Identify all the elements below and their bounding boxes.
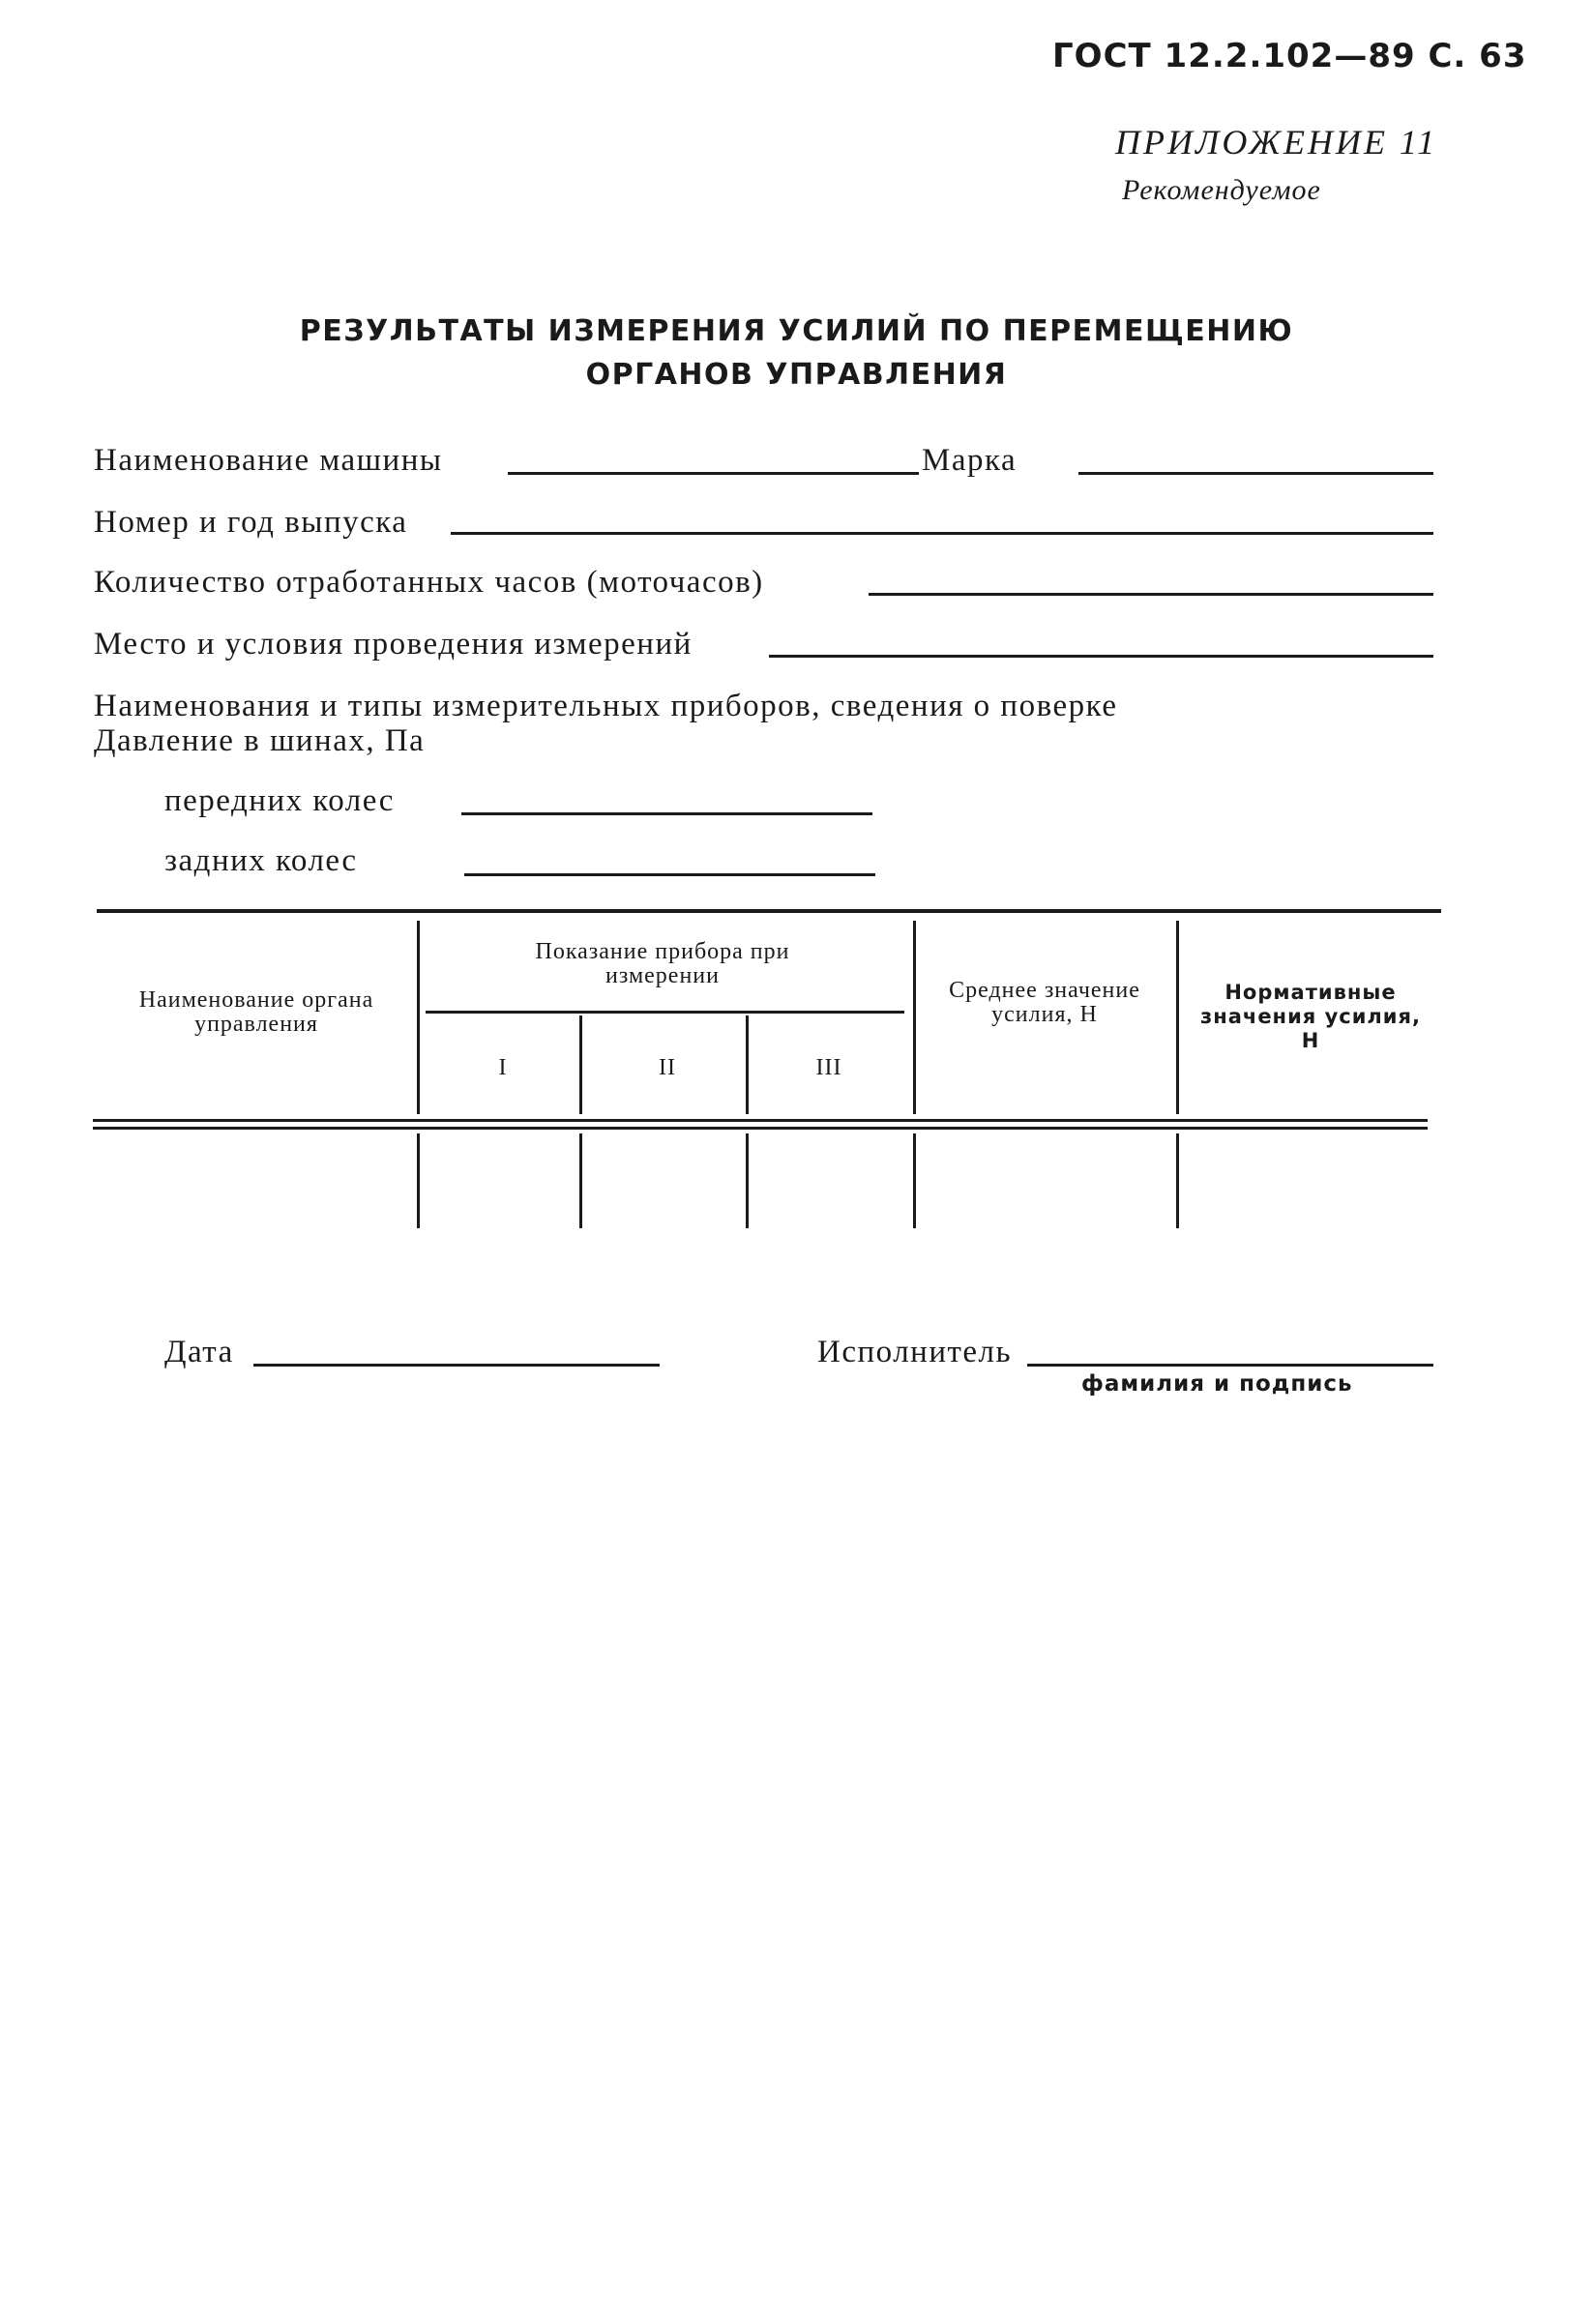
hours-label: Количество отработанных часов (моточасов): [94, 565, 764, 600]
table-top-border: [97, 909, 1441, 913]
reading-subheader-line: [426, 1011, 904, 1014]
header-reading-3: III: [815, 1055, 842, 1080]
executor-label: Исполнитель: [817, 1335, 1013, 1369]
number-year-field[interactable]: [451, 532, 1433, 535]
appendix-status: Рекомендуемое: [1122, 174, 1321, 206]
date-field[interactable]: [253, 1364, 660, 1367]
brand-label: Марка: [922, 443, 1018, 478]
page-title-line-1: РЕЗУЛЬТАТЫ ИЗМЕРЕНИЯ УСИЛИЙ ПО ПЕРЕМЕЩЕНИЮ: [299, 314, 1294, 348]
place-label: Место и условия проведения измерений: [94, 627, 693, 662]
table-body-divider-4: [913, 1133, 916, 1228]
document-reference: ГОСТ 12.2.102—89 С. 63: [1052, 37, 1527, 75]
table-divider-5: [1176, 921, 1179, 1114]
table-body-divider-2: [579, 1133, 582, 1228]
number-year-label: Номер и год выпуска: [94, 505, 408, 540]
machine-name-field[interactable]: [508, 472, 919, 475]
header-average-force: Среднее значение усилия, Н: [949, 978, 1140, 1027]
table-divider-3: [746, 1015, 749, 1114]
brand-field[interactable]: [1078, 472, 1433, 475]
table-divider-1: [417, 921, 420, 1114]
machine-name-label: Наименование машины: [94, 443, 443, 478]
executor-field[interactable]: [1027, 1364, 1433, 1367]
header-reading-1: I: [498, 1055, 508, 1080]
table-header-bottom-1: [93, 1119, 1428, 1122]
tire-pressure-label: Давление в шинах, Па: [94, 723, 426, 758]
table-body-divider-1: [417, 1133, 420, 1228]
front-wheels-field[interactable]: [461, 812, 872, 815]
rear-wheels-label: задних колес: [164, 843, 358, 878]
hours-field[interactable]: [869, 593, 1433, 596]
header-instrument-reading: Показание прибора при измерении: [535, 939, 790, 988]
header-reading-2: II: [659, 1055, 676, 1080]
table-header-bottom-2: [93, 1127, 1428, 1130]
front-wheels-label: передних колес: [164, 783, 395, 818]
table-divider-2: [579, 1015, 582, 1114]
table-divider-4: [913, 921, 916, 1114]
rear-wheels-field[interactable]: [464, 873, 875, 876]
instruments-label: Наименования и типы измерительных приборов, сведения о поверке: [94, 689, 1118, 723]
header-normative-force: Нормативные значения усилия, Н: [1200, 981, 1421, 1052]
header-control-name: Наименование органа управления: [138, 987, 374, 1037]
signature-caption: фамилия и подпись: [1081, 1371, 1353, 1397]
date-label: Дата: [164, 1335, 234, 1369]
place-field[interactable]: [769, 655, 1433, 658]
appendix-label: ПРИЛОЖЕНИЕ 11: [1115, 123, 1438, 162]
table-body-divider-5: [1176, 1133, 1179, 1228]
table-body-divider-3: [746, 1133, 749, 1228]
page-title-line-2: ОРГАНОВ УПРАВЛЕНИЯ: [585, 358, 1008, 392]
